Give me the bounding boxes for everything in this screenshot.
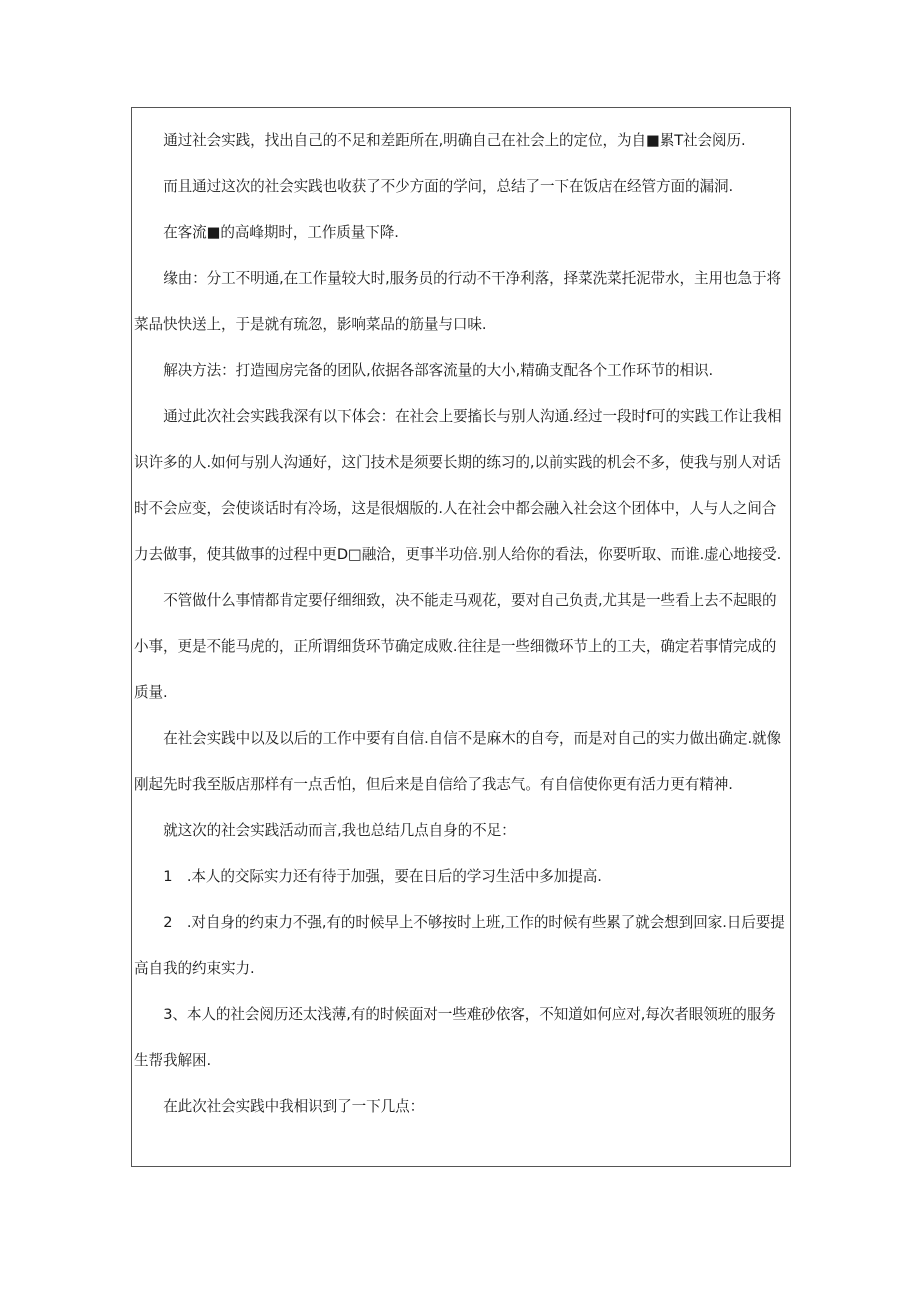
paragraph-2 <box>134 164 788 210</box>
document-body <box>132 107 790 1130</box>
paragraph-6 <box>134 394 788 578</box>
text-line: 小事，更是不能马虎的，正所谓细货环节确定成败.往往是一些细微环节上的工夫，确定若事情完成的 <box>134 638 777 655</box>
text-line: 菜品快快送上，于是就有琉忽，影响菜品的筋量与口味. <box>134 316 487 333</box>
text-line: 解决方法：打造囤房完备的团队,依据各部客流量的大小,精确支配各个工作环节的相识. <box>163 362 714 379</box>
list-item-2 <box>134 900 788 992</box>
text-line: 识许多的人.如何与别人沟通好，这门技术是须要长期的练习的,以前实践的机会不多，使我与别人对话 <box>134 454 781 471</box>
text-line: 力去做事，使其做事的过程中更D□融洽，更事半功倍.别人给你的看法，你要听取、而谁.虚心地接受. <box>134 546 782 563</box>
text-line: 2 .对自身的约束力不强,有的时候早上不够按时上班,工作的时候有些累了就会想到回家.日后要提 <box>163 914 785 931</box>
text-line: 在社会实践中以及以后的工作中要有自信.自信不是麻木的自夸，而是对自己的实力做出确定.就像 <box>163 730 782 747</box>
text-line: 时不会应变，会使谈话时有冷场，这是很烟版的.人在社会中都会融入社会这个团体中，人与人之间合 <box>134 500 777 517</box>
paragraph-8 <box>134 716 788 808</box>
text-line: 刚起先时我至版店那样有一点舌怕，但后来是自信给了我志气。有自信使你更有活力更有精神. <box>134 776 733 793</box>
paragraph-1 <box>134 118 788 164</box>
paragraph-7 <box>134 578 788 716</box>
text-line: 而且通过这次的社会实践也收获了不少方面的学问，总结了一下在饭店在经管方面的漏洞. <box>163 178 733 195</box>
paragraph-4 <box>134 256 788 348</box>
text-line: 质量. <box>134 684 168 701</box>
text-line: 通过此次社会实践我深有以下体会：在社会上要搐长与别人沟通.经过一段时f可的实践工作让我相 <box>163 408 782 425</box>
list-item-3 <box>134 992 788 1084</box>
text-line: 就这次的社会实践活动而言,我也总结几点自身的不足： <box>163 822 516 839</box>
paragraph-5 <box>134 348 788 394</box>
text-line: 在客流■的高峰期时，工作质量下降. <box>163 224 399 241</box>
paragraph-10 <box>134 1084 788 1130</box>
text-line: 缘由：分工不明通,在工作量较大时,服务员的行动不干净利落，择菜洗菜托泥带水，主用也急于将 <box>163 270 782 287</box>
text-line: 不管做什么事情都肯定要仔细细致，决不能走马观花，要对自己负责,尤其是一些看上去不起眼的 <box>163 592 777 609</box>
text-line: 高自我的约束实力. <box>134 960 255 977</box>
paragraph-3 <box>134 210 788 256</box>
text-line: 通过社会实践，找出自己的不足和差距所在,明确自己在社会上的定位，为自■累T社会阅历. <box>163 132 746 149</box>
list-item-1 <box>134 854 788 900</box>
text-line: 在此次社会实践中我相识到了一下几点： <box>163 1098 425 1115</box>
text-line: 3、本人的社会阅历还太浅薄,有的时候面对一些难砂依客，不知道如何应对,每次者眼领班的服务 <box>163 1006 776 1023</box>
text-line: 1 .本人的交际实力还有待于加强，要在日后的学习生活中多加提高. <box>163 868 602 885</box>
text-line: 生帮我解困. <box>134 1052 212 1069</box>
paragraph-9 <box>134 808 788 854</box>
